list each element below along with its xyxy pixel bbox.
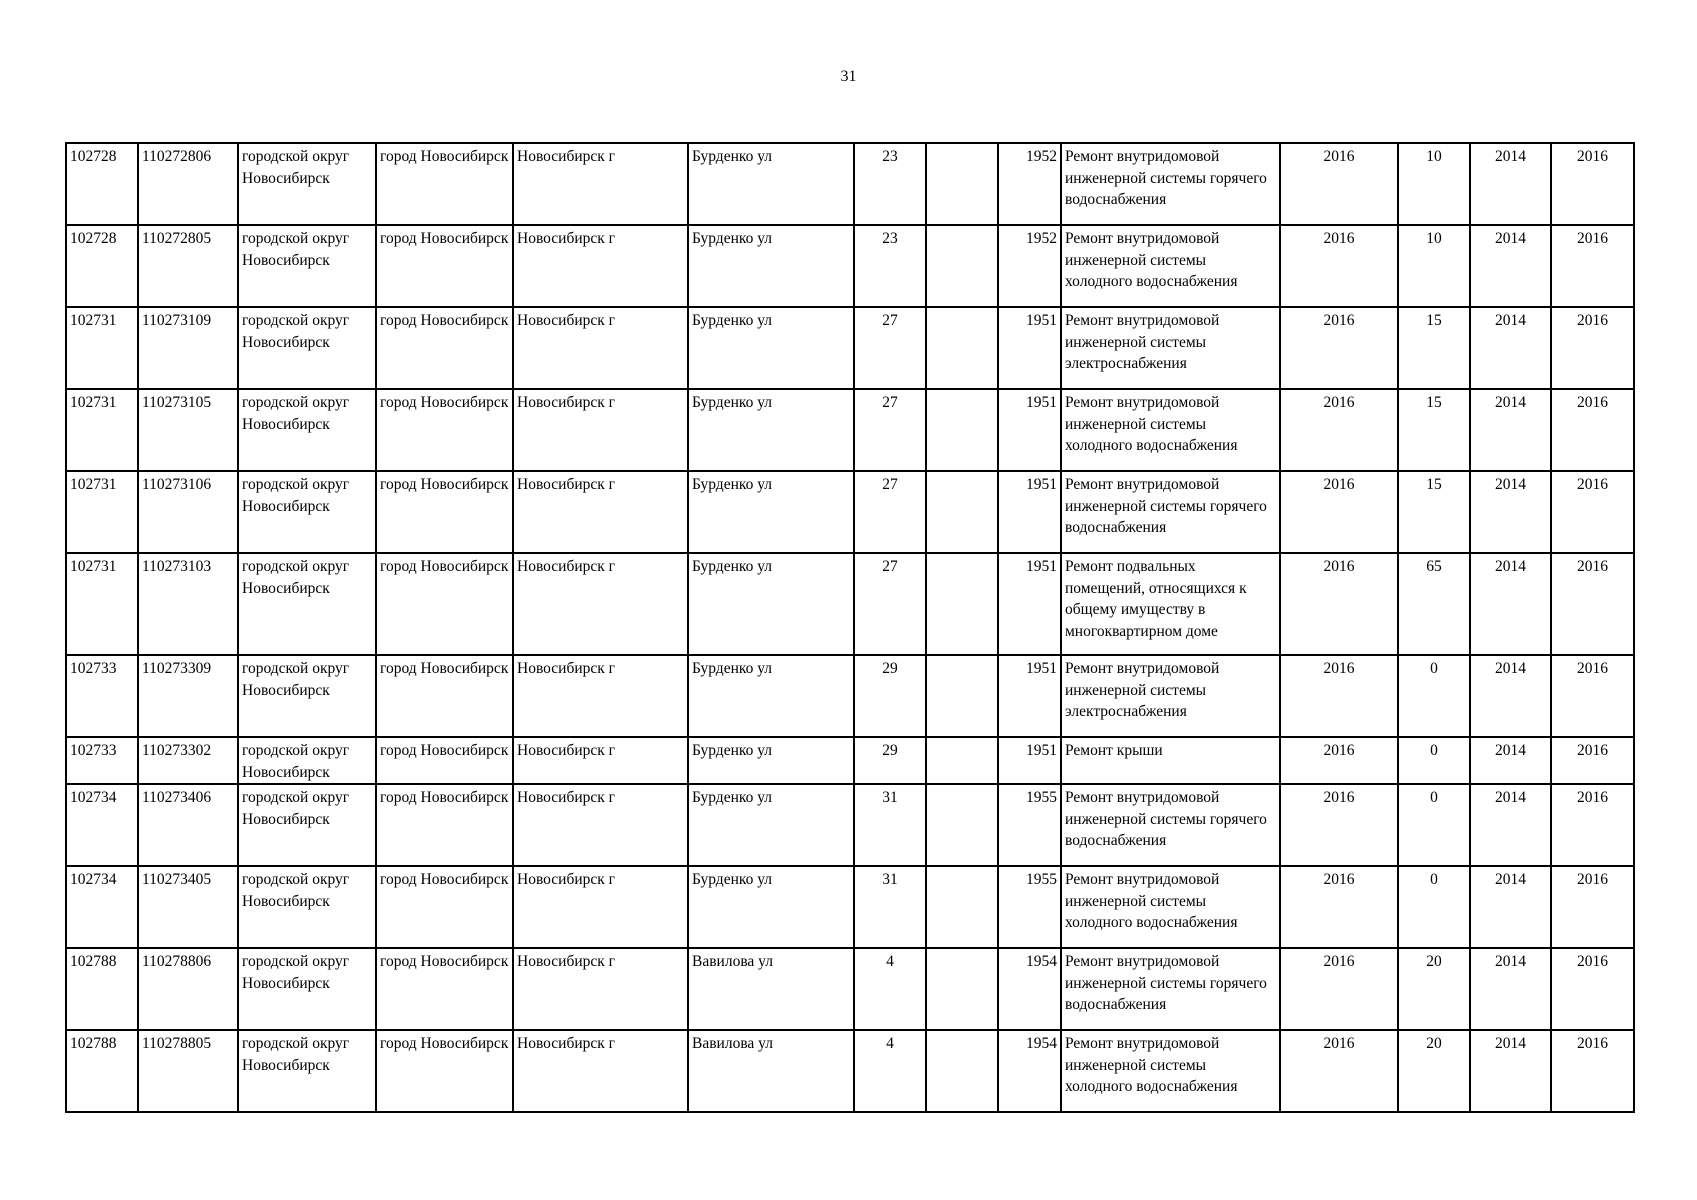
cell-year-built: 1955 [998,784,1061,866]
cell-wear: 10 [1398,225,1470,307]
cell-wear: 10 [1398,143,1470,225]
cell-building [926,948,998,1030]
cell-settlement: город Новосибирск [376,307,513,389]
cell-work-type: Ремонт внутридомовой инженерной системы электроснабжения [1061,655,1280,737]
table-body [66,143,1634,1112]
cell-year-built: 1951 [998,471,1061,553]
cell-house-number: 4 [854,948,926,1030]
cell-house-id: 102733 [66,655,138,737]
cell-city: Новосибирск г [513,948,688,1030]
cell-completion-year: 2016 [1551,1030,1634,1112]
cell-settlement: город Новосибирск [376,948,513,1030]
cell-building [926,553,998,655]
cell-work-code: 110273105 [138,389,238,471]
cell-street: Бурденко ул [688,389,854,471]
cell-municipality: городской округ Новосибирск [238,784,376,866]
table-row [66,948,1634,1030]
cell-building [926,784,998,866]
cell-completion-year: 2016 [1551,866,1634,948]
cell-wear: 0 [1398,784,1470,866]
cell-house-number: 31 [854,866,926,948]
table-row [66,307,1634,389]
cell-survey-year: 2014 [1470,471,1551,553]
cell-building [926,737,998,784]
cell-settlement: город Новосибирск [376,389,513,471]
cell-year-built: 1951 [998,307,1061,389]
cell-survey-year: 2014 [1470,737,1551,784]
cell-house-number: 4 [854,1030,926,1112]
cell-completion-year: 2016 [1551,553,1634,655]
cell-work-type: Ремонт внутридомовой инженерной системы холодного водоснабжения [1061,1030,1280,1112]
table-row [66,389,1634,471]
cell-wear: 0 [1398,737,1470,784]
cell-street: Бурденко ул [688,655,854,737]
cell-settlement: город Новосибирск [376,784,513,866]
cell-work-code: 110272805 [138,225,238,307]
cell-completion-year: 2016 [1551,655,1634,737]
cell-settlement: город Новосибирск [376,143,513,225]
cell-building [926,307,998,389]
cell-building [926,866,998,948]
cell-house-id: 102733 [66,737,138,784]
cell-completion-year: 2016 [1551,225,1634,307]
cell-work-type: Ремонт внутридомовой инженерной системы холодного водоснабжения [1061,389,1280,471]
cell-house-id: 102731 [66,553,138,655]
cell-wear: 15 [1398,471,1470,553]
cell-work-type: Ремонт внутридомовой инженерной системы горячего водоснабжения [1061,143,1280,225]
cell-wear: 15 [1398,389,1470,471]
cell-work-code: 110273405 [138,866,238,948]
cell-survey-year: 2014 [1470,143,1551,225]
cell-street: Вавилова ул [688,948,854,1030]
cell-work-code: 110273406 [138,784,238,866]
cell-work-type: Ремонт внутридомовой инженерной системы горячего водоснабжения [1061,471,1280,553]
cell-wear: 20 [1398,948,1470,1030]
cell-work-type: Ремонт внутридомовой инженерной системы холодного водоснабжения [1061,866,1280,948]
cell-survey-year: 2014 [1470,655,1551,737]
cell-building [926,225,998,307]
cell-municipality: городской округ Новосибирск [238,866,376,948]
cell-street: Бурденко ул [688,307,854,389]
cell-work-type: Ремонт внутридомовой инженерной системы электроснабжения [1061,307,1280,389]
cell-work-code: 110273309 [138,655,238,737]
cell-work-code: 110273106 [138,471,238,553]
cell-city: Новосибирск г [513,784,688,866]
cell-year-built: 1952 [998,143,1061,225]
cell-house-id: 102731 [66,307,138,389]
cell-settlement: город Новосибирск [376,225,513,307]
table-row [66,866,1634,948]
cell-year-built: 1951 [998,655,1061,737]
table-row [66,784,1634,866]
cell-wear: 0 [1398,866,1470,948]
cell-completion-year: 2016 [1551,784,1634,866]
cell-planned-year: 2016 [1280,1030,1398,1112]
cell-municipality: городской округ Новосибирск [238,948,376,1030]
cell-city: Новосибирск г [513,471,688,553]
cell-work-code: 110273103 [138,553,238,655]
cell-street: Бурденко ул [688,784,854,866]
cell-survey-year: 2014 [1470,225,1551,307]
cell-house-id: 102788 [66,948,138,1030]
cell-house-id: 102728 [66,225,138,307]
cell-municipality: городской округ Новосибирск [238,225,376,307]
cell-settlement: город Новосибирск [376,471,513,553]
cell-work-type: Ремонт крыши [1061,737,1280,784]
cell-wear: 0 [1398,655,1470,737]
cell-municipality: городской округ Новосибирск [238,307,376,389]
table-row [66,1030,1634,1112]
cell-house-id: 102734 [66,784,138,866]
cell-year-built: 1952 [998,225,1061,307]
cell-planned-year: 2016 [1280,784,1398,866]
cell-street: Вавилова ул [688,1030,854,1112]
table-row [66,471,1634,553]
cell-street: Бурденко ул [688,866,854,948]
cell-planned-year: 2016 [1280,737,1398,784]
cell-survey-year: 2014 [1470,866,1551,948]
cell-work-code: 110278806 [138,948,238,1030]
cell-settlement: город Новосибирск [376,866,513,948]
cell-city: Новосибирск г [513,143,688,225]
cell-work-code: 110272806 [138,143,238,225]
page-number: 31 [840,68,857,85]
cell-building [926,143,998,225]
cell-year-built: 1955 [998,866,1061,948]
cell-city: Новосибирск г [513,225,688,307]
cell-building [926,471,998,553]
cell-municipality: городской округ Новосибирск [238,389,376,471]
cell-municipality: городской округ Новосибирск [238,143,376,225]
cell-completion-year: 2016 [1551,389,1634,471]
cell-house-number: 27 [854,307,926,389]
cell-city: Новосибирск г [513,307,688,389]
cell-work-code: 110273109 [138,307,238,389]
cell-work-code: 110278805 [138,1030,238,1112]
cell-survey-year: 2014 [1470,784,1551,866]
cell-house-number: 27 [854,389,926,471]
cell-street: Бурденко ул [688,225,854,307]
cell-completion-year: 2016 [1551,471,1634,553]
cell-wear: 65 [1398,553,1470,655]
cell-house-number: 27 [854,471,926,553]
cell-city: Новосибирск г [513,737,688,784]
cell-work-type: Ремонт внутридомовой инженерной системы холодного водоснабжения [1061,225,1280,307]
cell-settlement: город Новосибирск [376,1030,513,1112]
cell-work-type: Ремонт подвальных помещений, относящихся к общему имуществу в многоквартирном доме [1061,553,1280,655]
cell-survey-year: 2014 [1470,1030,1551,1112]
table-row [66,655,1634,737]
cell-year-built: 1951 [998,737,1061,784]
cell-house-number: 29 [854,737,926,784]
cell-house-id: 102788 [66,1030,138,1112]
repair-registry-table [65,142,1635,1113]
cell-municipality: городской округ Новосибирск [238,655,376,737]
cell-city: Новосибирск г [513,866,688,948]
cell-street: Бурденко ул [688,737,854,784]
cell-municipality: городской округ Новосибирск [238,471,376,553]
cell-survey-year: 2014 [1470,389,1551,471]
cell-year-built: 1951 [998,553,1061,655]
cell-city: Новосибирск г [513,553,688,655]
cell-work-type: Ремонт внутридомовой инженерной системы горячего водоснабжения [1061,784,1280,866]
cell-house-id: 102731 [66,471,138,553]
cell-planned-year: 2016 [1280,553,1398,655]
cell-street: Бурденко ул [688,143,854,225]
cell-planned-year: 2016 [1280,143,1398,225]
cell-municipality: городской округ Новосибирск [238,553,376,655]
cell-planned-year: 2016 [1280,948,1398,1030]
cell-house-number: 31 [854,784,926,866]
cell-building [926,389,998,471]
cell-house-id: 102728 [66,143,138,225]
cell-survey-year: 2014 [1470,307,1551,389]
cell-municipality: городской округ Новосибирск [238,737,376,784]
cell-planned-year: 2016 [1280,307,1398,389]
cell-building [926,655,998,737]
cell-house-number: 23 [854,143,926,225]
cell-house-id: 102731 [66,389,138,471]
cell-year-built: 1951 [998,389,1061,471]
cell-wear: 15 [1398,307,1470,389]
cell-completion-year: 2016 [1551,143,1634,225]
cell-street: Бурденко ул [688,471,854,553]
cell-house-number: 27 [854,553,926,655]
table-row [66,225,1634,307]
table-row [66,737,1634,784]
cell-planned-year: 2016 [1280,866,1398,948]
table-row [66,143,1634,225]
cell-settlement: город Новосибирск [376,553,513,655]
cell-house-number: 23 [854,225,926,307]
cell-house-id: 102734 [66,866,138,948]
cell-year-built: 1954 [998,948,1061,1030]
cell-city: Новосибирск г [513,389,688,471]
cell-planned-year: 2016 [1280,471,1398,553]
cell-survey-year: 2014 [1470,553,1551,655]
cell-work-code: 110273302 [138,737,238,784]
cell-city: Новосибирск г [513,1030,688,1112]
cell-year-built: 1954 [998,1030,1061,1112]
cell-house-number: 29 [854,655,926,737]
cell-street: Бурденко ул [688,553,854,655]
cell-settlement: город Новосибирск [376,655,513,737]
table-row [66,553,1634,655]
cell-planned-year: 2016 [1280,655,1398,737]
cell-completion-year: 2016 [1551,307,1634,389]
cell-wear: 20 [1398,1030,1470,1112]
cell-completion-year: 2016 [1551,948,1634,1030]
cell-settlement: город Новосибирск [376,737,513,784]
cell-municipality: городской округ Новосибирск [238,1030,376,1112]
cell-planned-year: 2016 [1280,225,1398,307]
cell-city: Новосибирск г [513,655,688,737]
cell-building [926,1030,998,1112]
cell-work-type: Ремонт внутридомовой инженерной системы горячего водоснабжения [1061,948,1280,1030]
cell-completion-year: 2016 [1551,737,1634,784]
cell-survey-year: 2014 [1470,948,1551,1030]
cell-planned-year: 2016 [1280,389,1398,471]
